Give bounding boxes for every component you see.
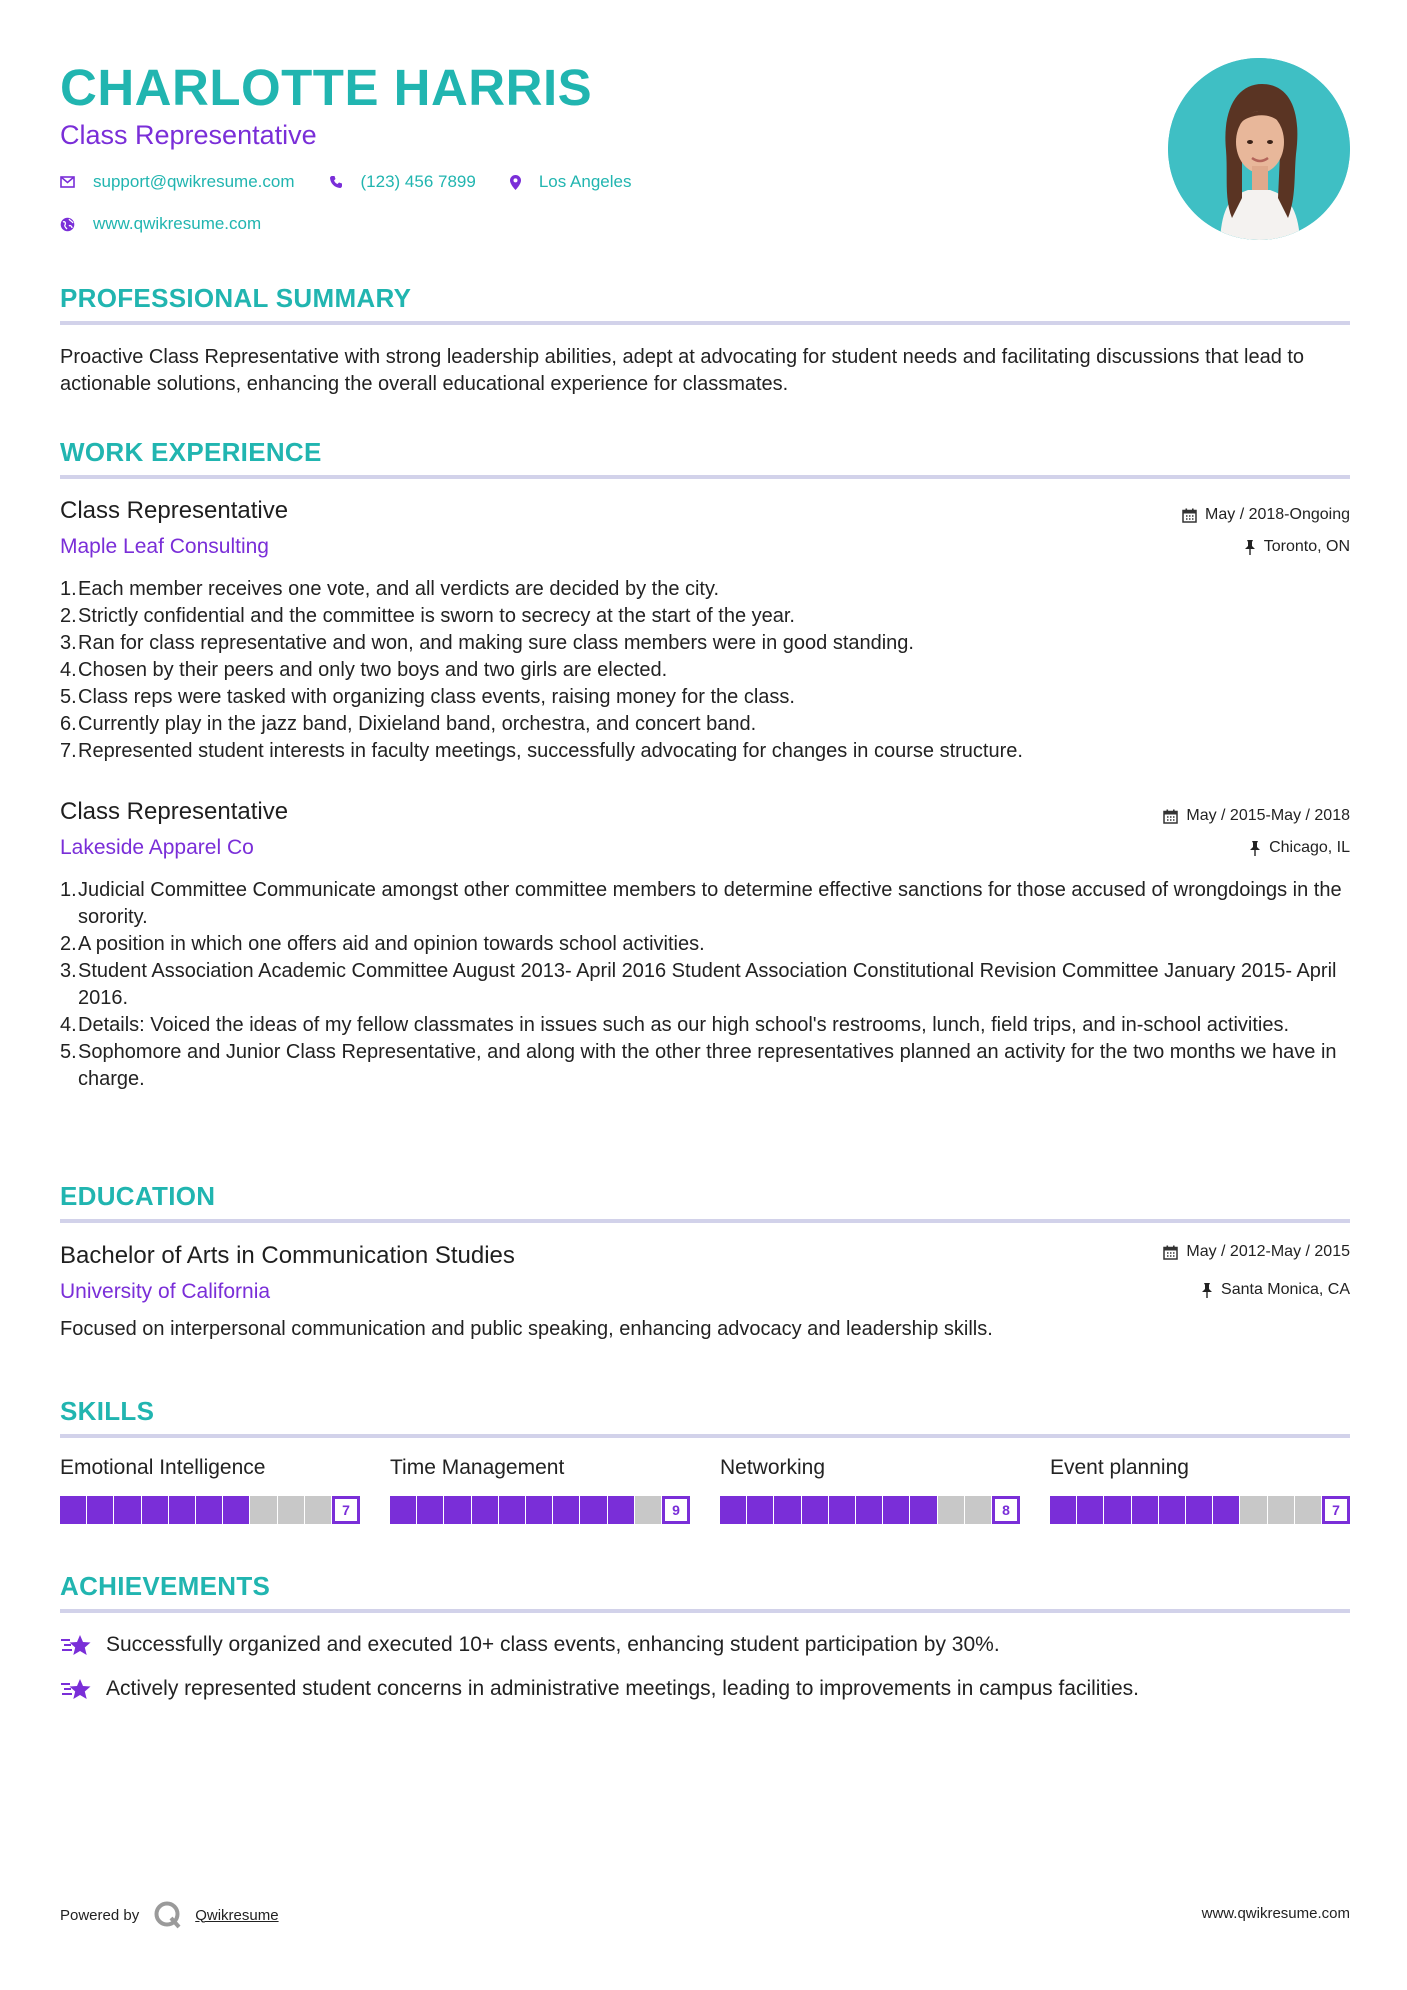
list-item-text: Strictly confidential and the committee is sworn to secrecy at the start of the year.: [78, 605, 795, 627]
skill-segment-filled: [856, 1496, 882, 1524]
candidate-name: CHARLOTTE HARRIS: [60, 59, 593, 116]
footer-site[interactable]: www.qwikresume.com: [1201, 1905, 1350, 1922]
skill-score: 8: [992, 1496, 1020, 1524]
skill-label: Emotional Intelligence: [60, 1456, 266, 1479]
skill-segment-empty: [1295, 1496, 1321, 1524]
list-item: 3. Ran for class representative and won, and making sure class members were in good standing.: [60, 632, 914, 654]
website-text[interactable]: www.qwikresume.com: [93, 214, 262, 233]
portrait-illustration: [1168, 58, 1350, 240]
list-item-text: Currently play in the jazz band, Dixieland band, orchestra, and concert band.: [78, 713, 757, 735]
website-item[interactable]: [60, 214, 261, 234]
skill-segment-filled: [802, 1496, 828, 1524]
skill-segment-empty: [1240, 1496, 1266, 1524]
job-dates-text: May / 2018-Ongoing: [1205, 506, 1350, 523]
job-location: [1249, 839, 1350, 857]
skills-heading: SKILLS: [60, 1396, 155, 1426]
skill-score: 9: [662, 1496, 690, 1524]
email-item[interactable]: [60, 172, 295, 192]
skill-segment-filled: [608, 1496, 634, 1524]
degree-title: Bachelor of Arts in Communication Studies: [60, 1242, 515, 1269]
job-dates: [1182, 506, 1350, 524]
skill-segment-filled: [1213, 1496, 1239, 1524]
skill-segment-filled: [169, 1496, 195, 1524]
job-location-text: Toronto, ON: [1263, 538, 1350, 555]
skill-label: Time Management: [390, 1456, 565, 1479]
shooting-star-icon: [60, 1632, 92, 1658]
website-row: [60, 214, 295, 234]
skill-segment-filled: [526, 1496, 552, 1524]
calendar-icon: [1182, 508, 1197, 523]
skills-divider: [60, 1434, 1350, 1438]
skill-item: [720, 1456, 1020, 1524]
job-dates: [1163, 807, 1350, 825]
list-item-text: Sophomore and Junior Class Representative, and along with the other three representatives planned an activity for the two months we have in charge.: [78, 1041, 1337, 1090]
phone-icon: [329, 175, 343, 189]
list-item-text: Ran for class representative and won, and making sure class members were in good standing.: [78, 632, 914, 654]
job-title: Class Representative: [60, 497, 289, 524]
powered-by-label: Powered by: [60, 1906, 140, 1924]
job-title: Class Representative: [60, 798, 289, 825]
calendar-icon: [1163, 809, 1178, 824]
contact-row: [60, 172, 665, 192]
list-item: 4. Details: Voiced the ideas of my fellow classmates in issues such as our high school's restrooms, lunch, field trips, and in-school activities.: [60, 1014, 1290, 1036]
skill-item: [390, 1456, 690, 1524]
envelope-icon: [60, 176, 75, 188]
skill-segment-filled: [114, 1496, 140, 1524]
list-item: 5. Sophomore and Junior Class Representative, and along with the other three representatives planned an activity for the two months we have in charge.: [60, 1041, 1337, 1090]
skill-item: [1050, 1456, 1350, 1524]
skill-bar: [1050, 1496, 1350, 1524]
list-item: 6. Currently play in the jazz band, Dixieland band, orchestra, and concert band.: [60, 713, 757, 735]
skill-score: 7: [332, 1496, 360, 1524]
job-bullet-list: [60, 877, 1350, 1093]
list-item-text: Student Association Academic Committee August 2013- April 2016 Student Association Constitutional Revision Committee January 2015- April 2016.: [78, 960, 1337, 1009]
skill-segment-empty: [965, 1496, 991, 1524]
skill-segment-empty: [278, 1496, 304, 1524]
skill-segment-filled: [60, 1496, 86, 1524]
skill-segment-filled: [142, 1496, 168, 1524]
company-name: Maple Leaf Consulting: [60, 535, 269, 558]
skill-item: [60, 1456, 360, 1524]
education-heading: EDUCATION: [60, 1181, 216, 1211]
location-text: Los Angeles: [538, 172, 632, 191]
experience-heading: WORK EXPERIENCE: [60, 437, 322, 467]
skill-segment-filled: [1104, 1496, 1130, 1524]
list-item: 2. A position in which one offers aid and opinion towards school activities.: [60, 933, 705, 955]
location-item: [510, 172, 632, 192]
pushpin-icon: [1244, 540, 1256, 555]
skill-segment-filled: [829, 1496, 855, 1524]
education-divider: [60, 1219, 1350, 1223]
skill-segment-filled: [910, 1496, 936, 1524]
skill-segment-filled: [720, 1496, 746, 1524]
skill-segment-filled: [1186, 1496, 1212, 1524]
list-item: 3. Student Association Academic Committee August 2013- April 2016 Student Association Constitutional Revision Committee January 2015- April 2016.: [60, 960, 1337, 1009]
list-item-text: Class reps were tasked with organizing class events, raising money for the class.: [78, 686, 795, 708]
pushpin-icon: [1249, 841, 1261, 856]
job-bullet-list: [60, 576, 1350, 765]
list-item: 2. Strictly confidential and the committee is sworn to secrecy at the start of the year.: [60, 605, 795, 627]
footer-brand-link[interactable]: Qwikresume: [195, 1906, 279, 1924]
achievements-heading: ACHIEVEMENTS: [60, 1571, 271, 1601]
skill-segment-filled: [196, 1496, 222, 1524]
job-location-text: Chicago, IL: [1269, 839, 1350, 856]
skill-segment-filled: [223, 1496, 249, 1524]
job-dates-text: May / 2015-May / 2018: [1186, 807, 1350, 824]
list-item: 7. Represented student interests in faculty meetings, successfully advocating for changes in course structure.: [60, 740, 1023, 762]
summary-divider: [60, 321, 1350, 325]
skill-segment-filled: [87, 1496, 113, 1524]
list-item: 1. Judicial Committee Communicate amongst other committee members to determine effective sanctions for those accused of wrongdoings in the sorority.: [60, 879, 1342, 928]
skill-segment-filled: [1159, 1496, 1185, 1524]
skill-label: Event planning: [1050, 1456, 1189, 1479]
skill-segment-filled: [444, 1496, 470, 1524]
achievement-item: [60, 1676, 1139, 1702]
achievement-item: [60, 1632, 1000, 1658]
education-description: Focused on interpersonal communication and public speaking, enhancing advocacy and leadership skills.: [60, 1318, 993, 1340]
skill-score: 7: [1322, 1496, 1350, 1524]
skill-bar: [60, 1496, 360, 1524]
skill-segment-filled: [390, 1496, 416, 1524]
list-item-text: Represented student interests in faculty meetings, successfully advocating for changes in course structure.: [78, 740, 1023, 762]
list-item-text: A position in which one offers aid and opinion towards school activities.: [78, 933, 705, 955]
shooting-star-icon: [60, 1676, 92, 1702]
footer-powered-by: [60, 1900, 279, 1930]
summary-text: Proactive Class Representative with strong leadership abilities, adept at advocating for student needs and facilitating discussions that lead to actionable solutions, enhancing the overall educational experience for classmates.: [60, 346, 1305, 395]
list-item: 4. Chosen by their peers and only two boys and two girls are elected.: [60, 659, 668, 681]
map-pin-icon: [510, 175, 521, 190]
skill-segment-empty: [250, 1496, 276, 1524]
candidate-role: Class Representative: [60, 120, 317, 150]
experience-divider: [60, 475, 1350, 479]
company-name: Lakeside Apparel Co: [60, 836, 254, 859]
list-item: 1. Each member receives one vote, and all verdicts are decided by the city.: [60, 578, 720, 600]
skill-segment-empty: [1268, 1496, 1294, 1524]
skill-segment-filled: [747, 1496, 773, 1524]
skill-segment-filled: [472, 1496, 498, 1524]
profile-photo: [1168, 58, 1350, 240]
qwikresume-logo-icon: [153, 1900, 183, 1930]
list-item-text: Chosen by their peers and only two boys and two girls are elected.: [78, 659, 668, 681]
list-item-text: Details: Voiced the ideas of my fellow classmates in issues such as our high school's restrooms, lunch, field trips, and in-school activities.: [78, 1014, 1290, 1036]
education-location-text: Santa Monica, CA: [1221, 1281, 1350, 1298]
calendar-icon: [1163, 1245, 1178, 1260]
globe-icon: [60, 217, 75, 232]
list-item: 5. Class reps were tasked with organizing class events, raising money for the class.: [60, 686, 795, 708]
education-dates: [1163, 1243, 1350, 1261]
skill-bar: [390, 1496, 690, 1524]
skill-segment-filled: [1050, 1496, 1076, 1524]
skill-bar: [720, 1496, 1020, 1524]
skill-segment-filled: [417, 1496, 443, 1524]
list-item-text: Each member receives one vote, and all verdicts are decided by the city.: [78, 578, 720, 600]
skill-segment-filled: [580, 1496, 606, 1524]
email-text[interactable]: support@qwikresume.com: [93, 172, 295, 191]
skill-segment-filled: [553, 1496, 579, 1524]
phone-text[interactable]: (123) 456 7899: [360, 172, 476, 191]
education-location: [1201, 1281, 1350, 1299]
school-name: University of California: [60, 1280, 271, 1303]
skill-segment-filled: [883, 1496, 909, 1524]
education-dates-text: May / 2012-May / 2015: [1186, 1243, 1350, 1260]
skill-segment-empty: [635, 1496, 661, 1524]
summary-heading: PROFESSIONAL SUMMARY: [60, 283, 412, 313]
pushpin-icon: [1201, 1283, 1213, 1298]
skill-segment-filled: [774, 1496, 800, 1524]
skill-label: Networking: [720, 1456, 826, 1479]
skill-segment-filled: [499, 1496, 525, 1524]
job-location: [1244, 538, 1350, 556]
achievements-divider: [60, 1609, 1350, 1613]
skill-segment-filled: [1077, 1496, 1103, 1524]
phone-item[interactable]: [329, 172, 476, 192]
skill-segment-empty: [938, 1496, 964, 1524]
skill-segment-empty: [305, 1496, 331, 1524]
skill-segment-filled: [1132, 1496, 1158, 1524]
achievement-text: Successfully organized and executed 10+ class events, enhancing student participation by 30%.: [106, 1633, 1000, 1656]
achievement-text: Actively represented student concerns in administrative meetings, leading to improvements in campus facilities.: [106, 1677, 1139, 1700]
list-item-text: Judicial Committee Communicate amongst other committee members to determine effective sanctions for those accused of wrongdoings in the sorority.: [78, 879, 1342, 928]
